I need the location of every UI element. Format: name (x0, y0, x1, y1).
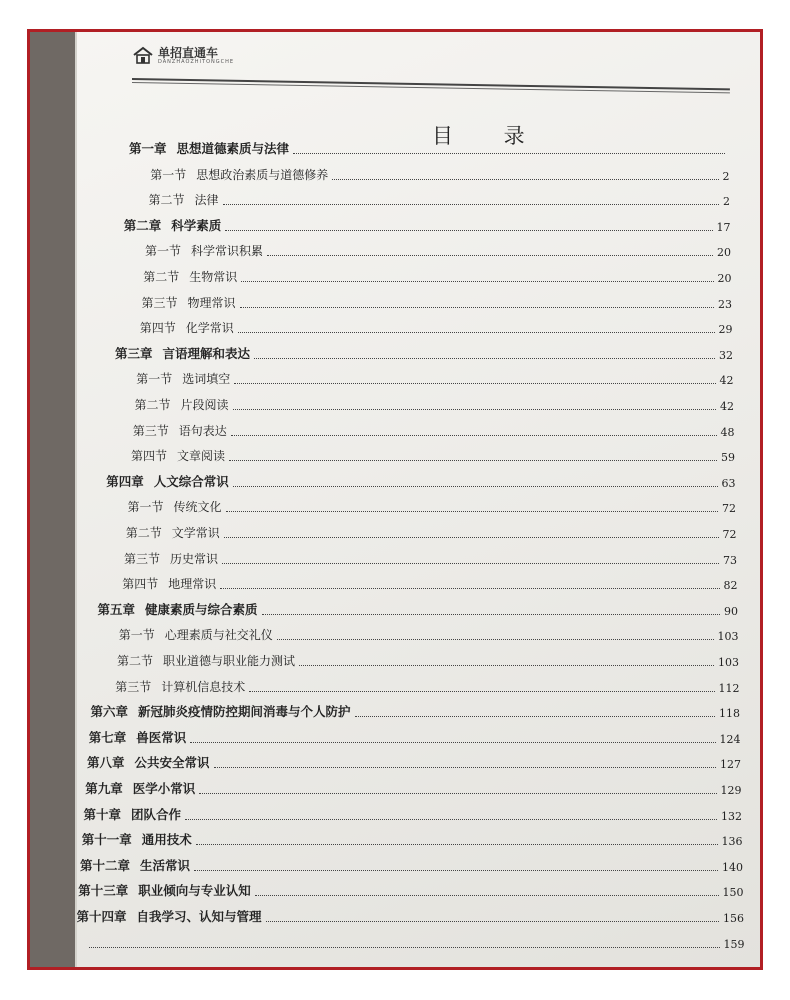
toc-entry-title: 人文综合常识 (153, 473, 229, 489)
toc-entry-title: 计算机信息技术 (161, 679, 246, 694)
toc-entry-number: 第十二章 (80, 857, 131, 873)
toc-entry-title: 科学素质 (171, 217, 222, 233)
toc-section-row (133, 419, 735, 439)
toc-chapter-row (75, 931, 745, 951)
toc-leader-dots (267, 255, 713, 256)
toc-section-row (149, 188, 731, 208)
toc-entry-number: 第三节 (132, 423, 169, 438)
toc-leader-dots (262, 614, 720, 615)
toc-page-number: 23 (718, 297, 732, 311)
photo-frame (27, 29, 763, 970)
toc-entry-title: 言语理解和表达 (162, 345, 251, 361)
toc-page-number: 42 (720, 400, 734, 413)
toc-section-row (128, 495, 737, 515)
toc-entry-title: 片段阅读 (180, 398, 229, 412)
toc-leader-dots (185, 819, 717, 820)
toc-entry-title: 职业倾向与专业认知 (138, 883, 251, 899)
toc-chapter-row (84, 803, 743, 823)
toc-entry-title: 公共安全常识 (134, 755, 210, 771)
toc-entry-title: 新冠肺炎疫情防控期间消毒与个人防护 (138, 704, 351, 720)
toc-page-number: 136 (721, 835, 743, 849)
toc-leader-dots (293, 153, 725, 154)
toc-page-number: 48 (720, 425, 735, 439)
toc-leader-dots (238, 332, 715, 333)
toc-section-row (115, 675, 739, 695)
toc-entry-title: 历史常识 (170, 551, 219, 566)
toc-entry-number: 第五章 (97, 601, 136, 617)
logo-subtext: DANZHAOZHITONGCHE (158, 59, 235, 65)
toc-entry-title: 自我学习、认知与管理 (136, 909, 262, 924)
toc-chapter-row (106, 470, 735, 490)
house-logo-icon (132, 45, 154, 67)
toc-leader-dots (234, 383, 715, 384)
toc-page-number: 156 (723, 912, 744, 925)
toc-section-row (131, 444, 735, 464)
toc-page-number: 124 (719, 732, 741, 746)
toc-entry-number: 第二节 (125, 526, 162, 540)
toc-chapter-row (129, 137, 729, 157)
toc-entry-number: 第一节 (150, 167, 187, 182)
toc-page-number: 59 (721, 451, 735, 465)
toc-section-row (122, 572, 737, 592)
toc-entry-number: 第四节 (122, 577, 159, 592)
toc-leader-dots (233, 486, 718, 487)
toc-section-row (140, 316, 733, 336)
toc-chapter-row (115, 342, 733, 362)
toc-leader-dots (196, 844, 718, 845)
toc-entry-number: 第一节 (118, 628, 155, 643)
toc-entry-title: 法律 (194, 193, 219, 208)
toc-page-number: 127 (720, 758, 741, 772)
toc-entry-title: 生物常识 (189, 270, 238, 284)
toc-page-number: 73 (723, 553, 737, 567)
toc-entry-number: 第二章 (123, 217, 162, 233)
toc-page-number: 82 (723, 579, 738, 593)
toc-title: 目 录 (432, 124, 547, 148)
toc-entry-title: 选词填空 (182, 372, 231, 387)
toc-page-number: 140 (722, 860, 743, 874)
toc-page-number: 2 (723, 195, 730, 209)
toc-section-row (117, 649, 739, 669)
toc-chapter-row (78, 879, 743, 899)
toc-entry-number: 第三节 (141, 295, 178, 310)
toc-entry-number: 第八章 (87, 755, 125, 771)
toc-entry-title: 文学常识 (171, 526, 220, 540)
toc-chapter-row (80, 854, 743, 874)
toc-leader-dots (199, 793, 716, 794)
toc-page-number: 17 (716, 220, 731, 234)
toc-entry-number: 第一节 (127, 500, 164, 515)
toc-entry-number: 第三节 (124, 551, 161, 566)
toc-leader-dots (226, 511, 718, 512)
toc-leader-dots (231, 435, 717, 436)
toc-chapter-row (77, 905, 745, 925)
toc-leader-dots (220, 588, 719, 589)
toc-page-number: 72 (722, 502, 736, 516)
toc-leader-dots (229, 460, 717, 461)
toc-entry-number: 第一节 (136, 372, 173, 387)
toc-section-row (142, 291, 733, 311)
toc-entry-title: 职业道德与职业能力测试 (163, 654, 296, 668)
toc-entry-title: 思想政治素质与道德修养 (196, 167, 329, 182)
toc-entry-number: 第二节 (117, 654, 154, 668)
toc-section-row (150, 163, 729, 183)
toc-leader-dots (249, 691, 714, 692)
toc-entry-number: 第二节 (143, 270, 180, 284)
toc-entry-title: 生活常识 (140, 857, 191, 873)
toc-leader-dots (266, 921, 719, 922)
toc-page-number: 103 (718, 656, 739, 669)
toc-entry-number: 第三章 (115, 345, 153, 361)
toc-entry-title: 化学常识 (185, 321, 234, 336)
toc-leader-dots (277, 639, 714, 640)
toc-entry-number: 第四节 (139, 321, 176, 336)
toc-page-number: 132 (721, 809, 742, 823)
toc-page-number: 112 (718, 681, 740, 695)
toc-leader-dots (233, 409, 716, 410)
toc-entry-number: 第四章 (106, 473, 144, 489)
toc-page-number: 32 (719, 348, 733, 362)
toc-chapter-row (91, 700, 741, 720)
toc-page-number: 129 (720, 784, 742, 797)
toc-chapter-row (85, 777, 741, 797)
toc-page-number: 90 (724, 604, 738, 618)
book-page (75, 32, 760, 967)
toc-entry-number: 第一章 (129, 141, 167, 156)
toc-page-number: 63 (721, 476, 736, 490)
toc-entry-number: 第六章 (90, 704, 129, 720)
toc-section-row (126, 521, 737, 541)
toc-chapter-row (89, 726, 741, 746)
toc-page-number: 20 (717, 246, 731, 260)
toc-leader-dots (332, 179, 718, 180)
toc-section-row (143, 265, 731, 285)
toc-entry-number: 第十章 (83, 806, 122, 822)
toc-leader-dots (241, 281, 713, 282)
toc-leader-dots (214, 767, 716, 768)
toc-leader-dots (222, 563, 719, 564)
toc-leader-dots (225, 230, 712, 231)
toc-entry-title: 文章阅读 (177, 449, 226, 464)
toc-entry-title: 地理常识 (168, 577, 217, 592)
toc-entry-title: 传统文化 (173, 500, 222, 515)
toc-entry-number: 第二节 (148, 193, 185, 208)
toc-page-number: 20 (717, 272, 732, 285)
toc-page-number: 2 (722, 169, 730, 183)
toc-entry-title: 团队合作 (131, 806, 182, 822)
toc-entry-title: 兽医常识 (136, 729, 187, 745)
toc-page-number: 103 (717, 630, 739, 644)
toc-entry-title: 健康素质与综合素质 (145, 601, 258, 617)
toc-leader-dots (240, 307, 714, 308)
toc-section-row (124, 547, 737, 567)
toc-page-number: 150 (722, 886, 744, 900)
toc-chapter-row (82, 828, 743, 848)
toc-page-number: 159 (723, 937, 745, 951)
toc-entry-number: 第十四章 (76, 909, 127, 924)
toc-entry-title: 科学常识积累 (191, 244, 264, 259)
toc-entry-number: 第九章 (85, 781, 123, 796)
toc-entry-number: 第十三章 (78, 883, 129, 899)
toc-entry-title: 医学小常识 (132, 781, 196, 796)
toc-leader-dots (190, 742, 715, 743)
toc-entry-number: 第四节 (131, 449, 168, 464)
toc-leader-dots (223, 204, 719, 205)
toc-page-number: 42 (719, 374, 734, 388)
toc-page-number: 29 (718, 323, 733, 337)
toc-leader-dots (355, 716, 715, 717)
toc-entry-number: 第十一章 (81, 832, 132, 848)
toc-page-number: 118 (719, 707, 740, 721)
toc-leader-dots (89, 947, 720, 948)
toc-chapter-row (124, 214, 731, 234)
toc-entry-title: 思想道德素质与法律 (176, 141, 290, 156)
toc-section-row (136, 367, 733, 387)
toc-entry-number: 第三节 (115, 679, 152, 694)
toc-entry-title: 心理素质与社交礼仪 (164, 628, 273, 643)
toc-leader-dots (224, 537, 719, 538)
toc-page-number: 72 (722, 528, 737, 541)
toc-entry-title: 语句表达 (178, 423, 227, 438)
publisher-logo (132, 44, 234, 68)
logo-text: 单招直通车 (158, 46, 219, 60)
toc-chapter-row (98, 598, 739, 618)
toc-section-row (119, 623, 739, 643)
toc-leader-dots (255, 895, 719, 896)
toc-chapter-row (87, 751, 741, 771)
toc-leader-dots (254, 358, 715, 359)
toc-section-row (135, 393, 735, 413)
toc-leader-dots (194, 870, 718, 871)
toc-section-row (145, 239, 731, 259)
toc-entry-number: 第二节 (134, 398, 171, 412)
toc-entry-title: 物理常识 (187, 295, 236, 310)
toc-entry-title: 通用技术 (141, 832, 192, 848)
toc-leader-dots (299, 665, 714, 666)
toc-entry-number: 第一节 (145, 244, 182, 259)
toc-entry-number: 第七章 (88, 729, 127, 745)
